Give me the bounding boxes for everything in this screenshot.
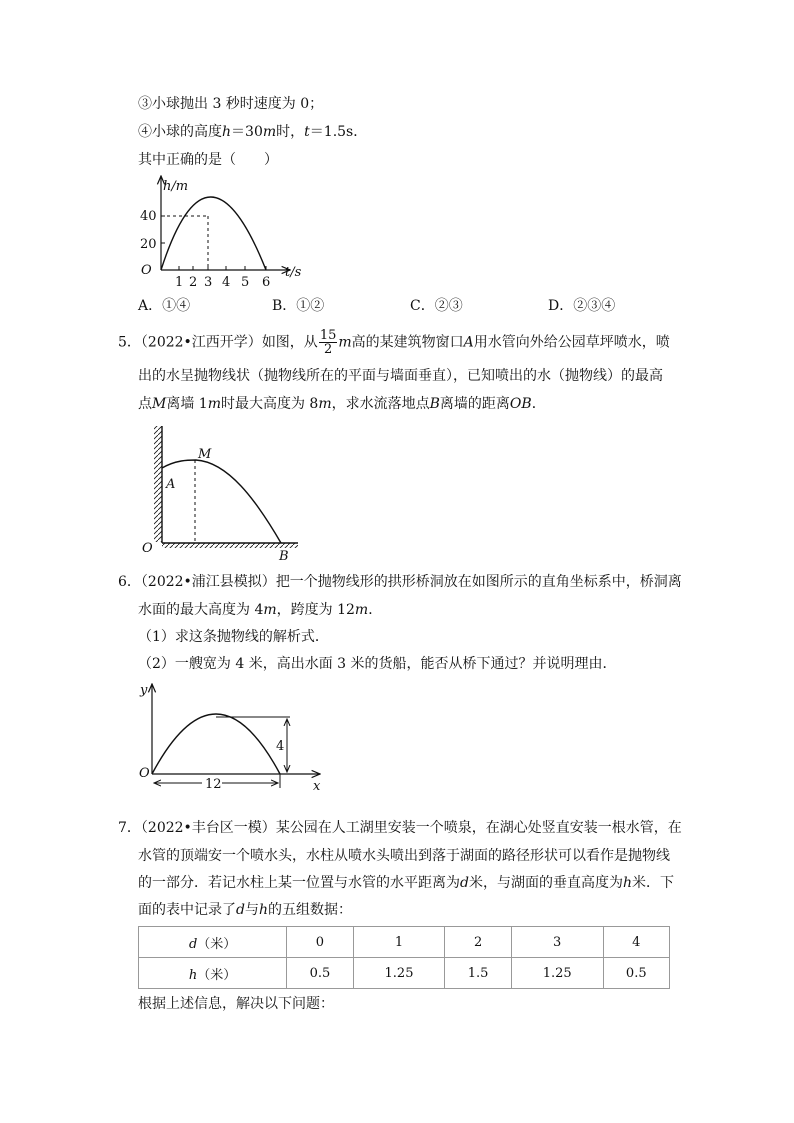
q4-option-d[interactable]: D．②③④ (548, 298, 616, 314)
q4-x-tick-5: 5 (241, 275, 250, 290)
q4-prompt: 其中正确的是（ ） (138, 152, 278, 168)
q6-span-label: 12 (205, 777, 222, 792)
q7-line-3: 的一部分．若记水柱上某一位置与水管的水平距离为d米，与湖面的垂直高度为h米．下 (138, 875, 674, 891)
q4-option-b[interactable]: B．①② (272, 298, 325, 314)
q6-sub-question-1: （1）求这条抛物线的解析式． (138, 629, 329, 645)
table-cell: 3 (511, 927, 603, 958)
table-cell: 0.5 (603, 958, 669, 989)
q7-line-4: 面的表中记录了d与h的五组数据： (138, 902, 352, 918)
q7-line-1: 7．（2022•丰台区一模）某公园在人工湖里安装一个喷泉，在湖心处竖直安装一根水管，在 (118, 820, 682, 836)
q5-figure-fountain-wall (138, 420, 318, 565)
q5-fraction: $\frac{15}{2}$ (319, 328, 337, 357)
table-cell: 0 (287, 927, 353, 958)
q7-number: 7． (118, 820, 141, 836)
q5-line-3: 点M离墙 1m时最大高度为 8m，求水流落地点B离墙的距离OB． (138, 396, 546, 412)
q4-options (138, 296, 658, 316)
q7-data-table (138, 926, 670, 989)
table-cell: 1.25 (511, 958, 603, 989)
table-cell: 0.5 (287, 958, 353, 989)
q5-number: 5． (118, 334, 141, 351)
q6-line-2: 水面的最大高度为 4m，跨度为 12m． (138, 602, 383, 618)
q5-source: （2022•江西开学） (140, 334, 262, 351)
q6-figure-bridge-arch (138, 678, 328, 808)
q5-line-1: 5．（2022•江西开学）如图，从 $\frac{15}{2}$ m高的某建筑物窗口A用水管向外给公园草坪喷水，喷 (118, 328, 670, 357)
q6-number: 6． (118, 574, 141, 590)
q6-source: （2022•浦江县模拟） (140, 574, 276, 590)
q4-y-tick-20: 20 (140, 237, 157, 252)
q4-x-tick-4: 4 (222, 275, 231, 290)
q5-label-M: M (198, 447, 212, 462)
q5-ground-hatch (162, 543, 298, 548)
q4-option-a[interactable]: A．①④ (138, 298, 191, 314)
q4-x-label: t/s (285, 265, 302, 280)
q6-height-label: 4 (276, 739, 285, 754)
q5-wall-hatch (154, 426, 162, 542)
q4-option-c[interactable]: C．②③ (410, 298, 463, 314)
q4-x-tick-1: 1 (175, 275, 184, 290)
table-cell: 4 (603, 927, 669, 958)
q5-label-A: A (166, 477, 176, 492)
q6-origin: O (139, 766, 150, 781)
table-cell: 1 (353, 927, 445, 958)
table-cell: 1.25 (353, 958, 445, 989)
q6-x-label: x (313, 779, 321, 794)
table-header-d: d（米） (139, 927, 287, 958)
q4-statement-3: ③小球抛出 3 秒时速度为 0； (138, 96, 324, 112)
q4-x-tick-6: 6 (262, 275, 271, 290)
q4-figure-height-time-graph (135, 170, 315, 290)
q4-parabola (161, 197, 266, 270)
q5-label-B: B (279, 549, 289, 564)
q4-y-tick-40: 40 (140, 209, 157, 224)
q6-y-label: y (140, 683, 148, 698)
q5-line-2: 出的水呈抛物线状（抛物线所在的平面与墙面垂直），已知喷出的水（抛物线）的最高 (138, 368, 663, 384)
table-cell: 1.5 (445, 958, 511, 989)
q7-closing: 根据上述信息，解决以下问题： (138, 996, 334, 1012)
q4-statement-4: ④小球的高度h＝30m时，t＝1.5s． (138, 124, 368, 140)
q7-line-2: 水管的顶端安一个喷水头，水柱从喷水头喷出到落于湖面的路径形状可以看作是抛物线 (138, 848, 670, 864)
q4-y-label: h/m (163, 179, 189, 194)
table-cell: 2 (445, 927, 511, 958)
q5-water-parabola (162, 460, 281, 543)
q6-arch-parabola (152, 714, 280, 774)
table-header-h: h（米） (139, 958, 287, 989)
q6-line-1: 6．（2022•浦江县模拟）把一个抛物线形的拱形桥洞放在如图所示的直角坐标系中，桥洞离 (118, 574, 682, 590)
q4-x-tick-2: 2 (189, 275, 198, 290)
q4-origin: O (141, 263, 152, 278)
q4-x-tick-3: 3 (204, 275, 213, 290)
table-row (139, 927, 670, 958)
q5-label-O: O (142, 541, 153, 556)
q7-source: （2022•丰台区一模） (140, 820, 276, 836)
table-row (139, 958, 670, 989)
q6-sub-question-2: （2）一艘宽为 4 米，高出水面 3 米的货船，能否从桥下通过？并说明理由． (138, 656, 617, 672)
